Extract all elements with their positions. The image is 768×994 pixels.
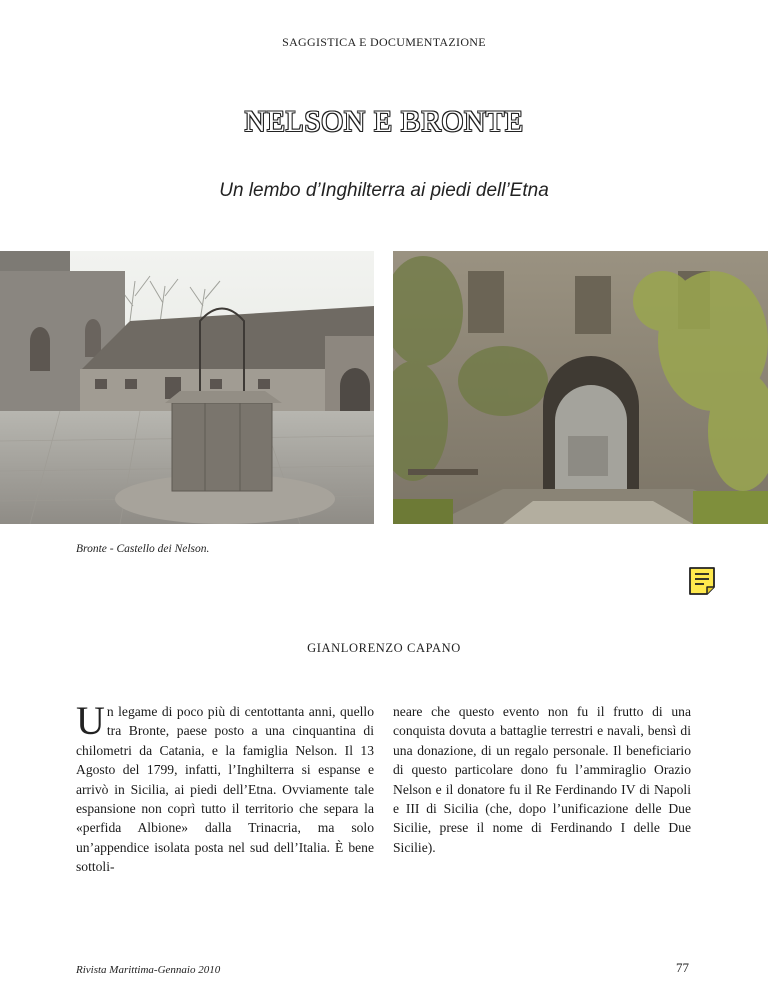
- section-header: SAGGISTICA E DOCUMENTAZIONE: [282, 35, 486, 49]
- body-column-left: [76, 698, 374, 877]
- note-icon[interactable]: [688, 566, 716, 596]
- journal-name: Rivista Marittima-Gennaio 2010: [76, 964, 221, 976]
- page-number: 77: [676, 960, 689, 975]
- body-column-right: [393, 702, 691, 857]
- article-title: NELSON E BRONTE: [244, 105, 524, 138]
- photo-archway-vines: [393, 251, 768, 524]
- author-name: GIANLORENZO CAPANO: [307, 641, 461, 655]
- photo-courtyard-well: [0, 251, 374, 524]
- photo-caption: Bronte - Castello dei Nelson.: [76, 543, 210, 555]
- body-text-right: neare che questo evento non fu il frutto di una conquista dovuta a battaglie terrestri e navali, bensì di una donazione, di un regalo personale. Il beneficiario di questo particolare dono fu l’ammiraglio Orazio Nelson e il donatore fu il Re Ferdinando IV di Napoli e III di Sicilia (che, dopo l’unificazione delle Due Sicilie, prese il nome di Ferdinando I delle Due Sicilie).: [393, 704, 691, 855]
- drop-cap: U: [76, 698, 105, 743]
- body-text-left: n legame di poco più di centottanta anni, quello tra Bronte, paese posto a una cinquantina di chilometri da Catania, e la famiglia Nelson. Il 13 Agosto del 1799, infatti, l’Inghilterra si espanse e arrivò in Sicilia, ai piedi dell’Etna. Ovviamente tale espansione non coprì tutto il territorio che separa la «perfida Albione» dalla Trinacria, ma solo un’appendice isolata posta nel sud dell’Italia. È bene sottoli-: [76, 704, 374, 875]
- article-subtitle: Un lembo d’Inghilterra ai piedi dell’Etna: [219, 180, 549, 201]
